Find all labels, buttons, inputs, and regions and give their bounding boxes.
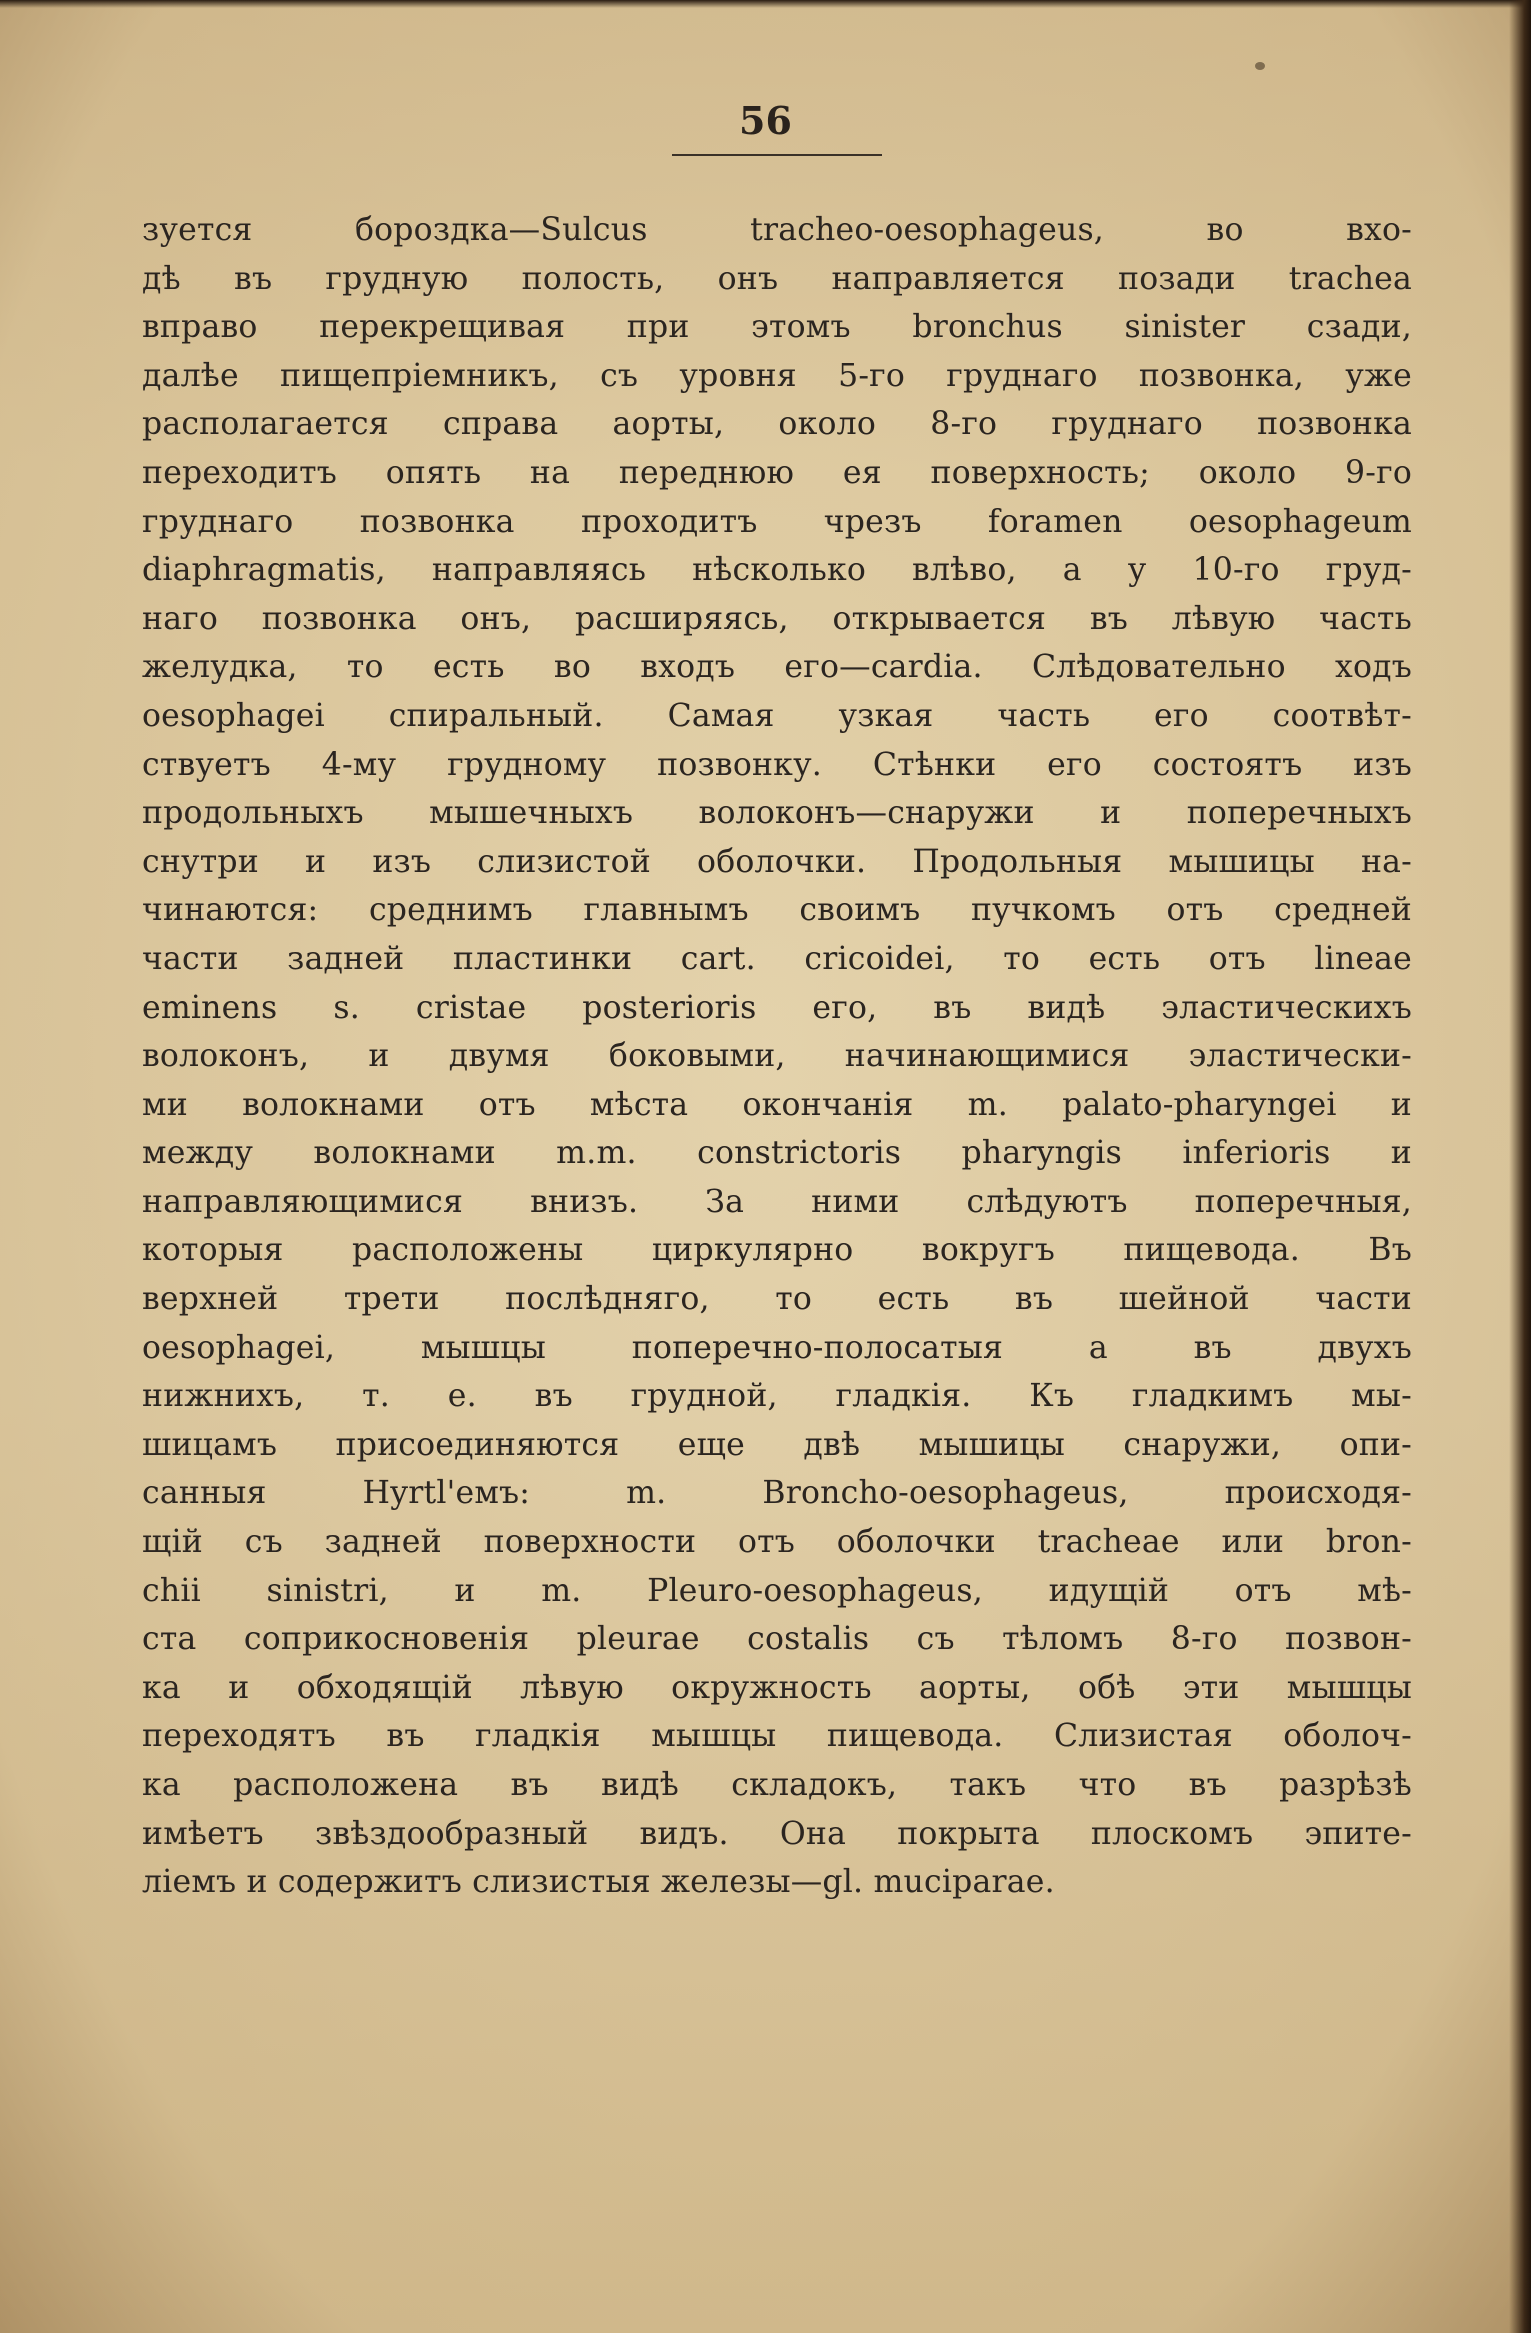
text-line: верхней трети послѣдняго, то есть въ шейной части: [142, 1281, 1412, 1318]
header-rule: [672, 154, 882, 156]
text-line: ка и обходящій лѣвую окружность аорты, обѣ эти мышцы: [142, 1669, 1412, 1706]
text-line: дѣ въ грудную полость, онъ направляется позади trachea: [142, 260, 1412, 297]
text-line: переходитъ опять на переднюю ея поверхность; около 9-го: [142, 454, 1412, 491]
text-line: ліемъ и содержитъ слизистыя железы—gl. muciparae.: [142, 1864, 1055, 1901]
page-number: 56: [739, 98, 792, 143]
text-line: санныя Hyrtl'емъ: m. Broncho-oesophageus, происходя-: [142, 1475, 1412, 1512]
text-line: переходятъ въ гладкія мышцы пищевода. Слизистая оболоч-: [142, 1718, 1412, 1755]
text-line: ка расположена въ видѣ складокъ, такъ что въ разрѣзѣ: [142, 1767, 1412, 1803]
text-line: части задней пластинки cart. cricoidei, то есть отъ lineae: [142, 940, 1412, 977]
ink-smudge: [1255, 62, 1265, 70]
text-line: шицамъ присоединяются еще двѣ мышицы снаружи, опи-: [142, 1426, 1412, 1463]
text-line: между волокнами m.m. constrictoris pharyngis inferioris и: [142, 1135, 1412, 1172]
text-line: щій съ задней поверхности отъ оболочки tracheae или bron-: [142, 1524, 1412, 1561]
text-line: нижнихъ, т. е. въ грудной, гладкія. Къ гладкимъ мы-: [142, 1378, 1412, 1415]
text-line: eminens s. cristae posterioris его, въ видѣ эластическихъ: [142, 989, 1412, 1026]
body-text: [142, 206, 1412, 1907]
text-line: ми волокнами отъ мѣста окончанія m. palato-pharyngei и: [142, 1086, 1412, 1123]
text-line: продольныхъ мышечныхъ волоконъ—снаружи и поперечныхъ: [142, 795, 1412, 832]
text-line: имѣетъ звѣздообразный видъ. Она покрыта плоскомъ эпите-: [142, 1815, 1412, 1852]
text-line: oesophagei, мышцы поперечно-полосатыя а въ двухъ: [142, 1329, 1412, 1366]
text-line: chii sinistri, и m. Pleuro-oesophageus, идущій отъ мѣ-: [142, 1572, 1412, 1609]
text-line: ста соприкосновенія pleurae costalis съ тѣломъ 8-го позвон-: [142, 1621, 1412, 1658]
text-line: чинаются: среднимъ главнымъ своимъ пучкомъ отъ средней: [142, 892, 1412, 929]
text-line: наго позвонка онъ, расширяясь, открывается въ лѣвую часть: [142, 600, 1412, 637]
text-line: располагается справа аорты, около 8-го груднаго позвонка: [142, 406, 1412, 443]
text-line: направляющимися внизъ. За ними слѣдуютъ поперечныя,: [142, 1183, 1412, 1220]
page-right-edge: [1509, 0, 1531, 2333]
text-line: oesophagei спиральный. Самая узкая часть его соотвѣт-: [142, 697, 1412, 734]
text-line: зуется бороздка—Sulcus tracheo-oesophageus, во вхо-: [142, 212, 1412, 248]
page-top-edge: [0, 0, 1531, 8]
text-line: груднаго позвонка проходитъ чрезъ foramen oesophageum: [142, 503, 1412, 540]
text-line: снутри и изъ слизистой оболочки. Продольныя мышицы на-: [142, 843, 1412, 880]
text-line: ствуетъ 4-му грудному позвонку. Стѣнки его состоятъ изъ: [142, 746, 1412, 783]
text-line: далѣе пищепріемникъ, съ уровня 5-го груднаго позвонка, уже: [142, 357, 1412, 394]
text-line: вправо перекрещивая при этомъ bronchus sinister сзади,: [142, 309, 1412, 346]
text-line: волоконъ, и двумя боковыми, начинающимися эластически-: [142, 1038, 1412, 1075]
text-line: желудка, то есть во входъ его—cardia. Слѣдовательно ходъ: [142, 649, 1412, 686]
text-line: diaphragmatis, направляясь нѣсколько влѣво, а у 10-го груд-: [142, 552, 1412, 589]
text-line: которыя расположены циркулярно вокругъ пищевода. Въ: [142, 1232, 1412, 1269]
